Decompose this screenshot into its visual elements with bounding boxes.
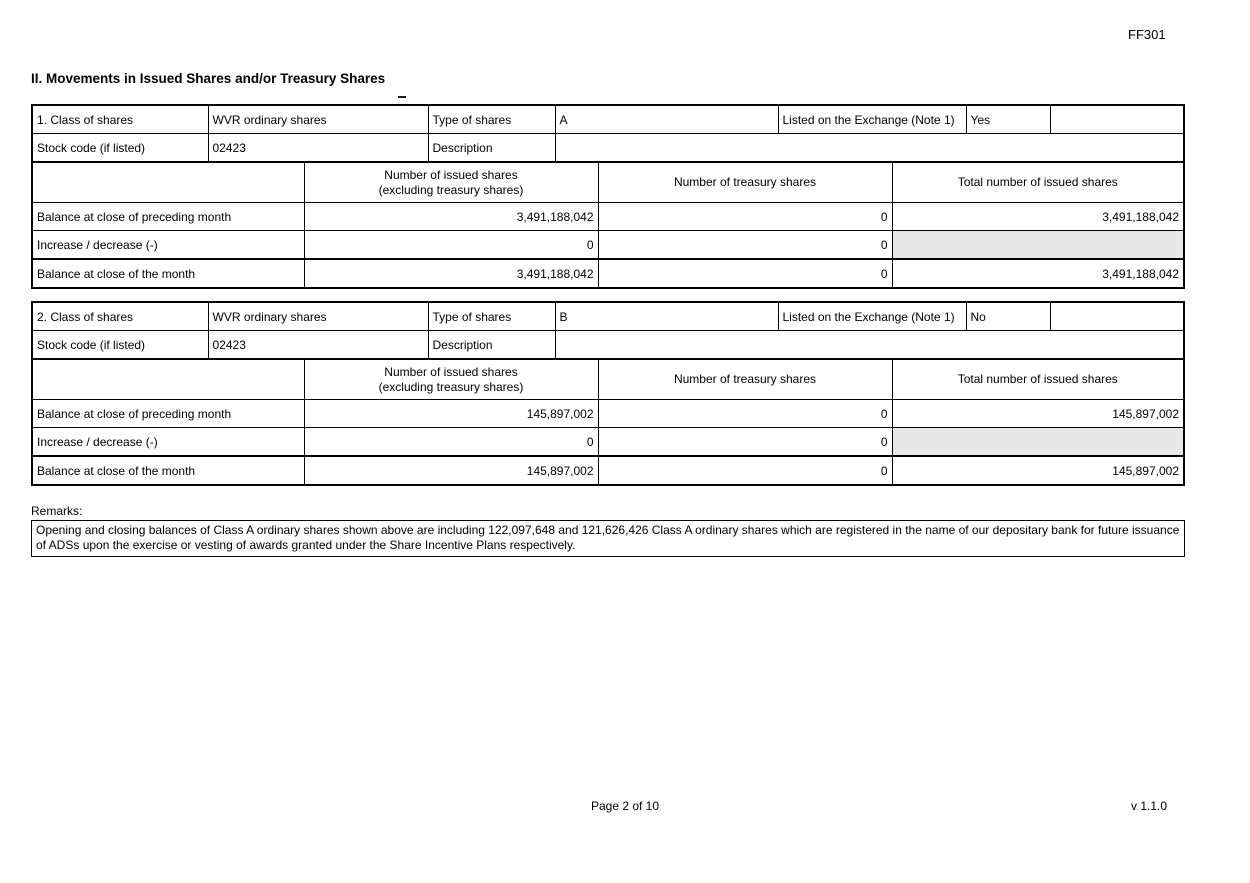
share-class-1-movements-grid (33, 161, 1183, 287)
total-shares-value: 145,897,002 (892, 456, 1183, 484)
version-label: v 1.1.0 (1131, 799, 1168, 813)
treasury-shares-value: 0 (598, 203, 892, 231)
class-of-shares-label: 2. Class of shares (33, 303, 208, 331)
stray-mark (398, 96, 406, 98)
description-value (555, 331, 1183, 359)
share-class-2-info-grid (33, 303, 1183, 358)
remarks-label: Remarks: (31, 504, 83, 518)
empty-corner-cell (33, 162, 304, 203)
remarks-text: Opening and closing balances of Class A ordinary shares shown above are including 122,097,648 and 121,626,426 Class A ordinary shares which are registered in the name of our depositary bank for future issuance of ADSs upon the exercise or vesting of awards granted under the Share Incentive Plans respectively. (36, 523, 1180, 552)
listed-on-exchange-value: No (966, 303, 1050, 331)
col-header-issued-line1: Number of issued shares (384, 364, 518, 379)
table-row (33, 303, 1183, 331)
col-header-total-issued-shares: Total number of issued shares (892, 162, 1183, 203)
stock-code-value: 02423 (208, 134, 428, 162)
table-header-row (33, 359, 1183, 400)
row-label: Increase / decrease (-) (33, 231, 304, 260)
class-of-shares-label: 1. Class of shares (33, 106, 208, 134)
form-code-label: FF301 (1128, 27, 1166, 42)
share-class-1-table (31, 104, 1185, 289)
col-header-issued-shares (304, 359, 598, 400)
table-row (33, 331, 1183, 359)
treasury-shares-value: 0 (598, 400, 892, 428)
issued-shares-value: 0 (304, 428, 598, 457)
total-shares-shaded-cell (892, 428, 1183, 457)
row-label: Balance at close of preceding month (33, 203, 304, 231)
remarks-box (31, 520, 1185, 557)
table-row (33, 134, 1183, 162)
stock-code-label: Stock code (if listed) (33, 331, 208, 359)
table-row (33, 456, 1183, 484)
table-header-row (33, 162, 1183, 203)
empty-cell (1050, 303, 1183, 331)
table-row (33, 428, 1183, 457)
issued-shares-value: 0 (304, 231, 598, 260)
class-of-shares-value: WVR ordinary shares (208, 303, 428, 331)
treasury-shares-value: 0 (598, 456, 892, 484)
type-of-shares-label: Type of shares (428, 106, 555, 134)
row-label: Balance at close of the month (33, 456, 304, 484)
type-of-shares-value: B (555, 303, 778, 331)
table-row (33, 400, 1183, 428)
table-row (33, 259, 1183, 287)
section-title: II. Movements in Issued Shares and/or Treasury Shares (31, 71, 386, 86)
row-label: Increase / decrease (-) (33, 428, 304, 457)
page-indicator: Page 2 of 10 (590, 799, 660, 813)
issued-shares-value: 145,897,002 (304, 456, 598, 484)
row-label: Balance at close of preceding month (33, 400, 304, 428)
col-header-total-issued-shares: Total number of issued shares (892, 359, 1183, 400)
total-shares-value: 145,897,002 (892, 400, 1183, 428)
treasury-shares-value: 0 (598, 231, 892, 260)
total-shares-value: 3,491,188,042 (892, 203, 1183, 231)
listed-on-exchange-value: Yes (966, 106, 1050, 134)
table-row (33, 106, 1183, 134)
issued-shares-value: 3,491,188,042 (304, 259, 598, 287)
table-row (33, 231, 1183, 260)
table-row (33, 203, 1183, 231)
treasury-shares-value: 0 (598, 428, 892, 457)
col-header-treasury-shares: Number of treasury shares (598, 162, 892, 203)
stock-code-value: 02423 (208, 331, 428, 359)
col-header-issued-line2: (excluding treasury shares) (378, 379, 524, 394)
class-of-shares-value: WVR ordinary shares (208, 106, 428, 134)
row-label: Balance at close of the month (33, 259, 304, 287)
empty-corner-cell (33, 359, 304, 400)
type-of-shares-label: Type of shares (428, 303, 555, 331)
description-value (555, 134, 1183, 162)
share-class-2-table (31, 301, 1185, 486)
stock-code-label: Stock code (if listed) (33, 134, 208, 162)
total-shares-shaded-cell (892, 231, 1183, 260)
description-label: Description (428, 331, 555, 359)
col-header-treasury-shares: Number of treasury shares (598, 359, 892, 400)
share-class-1-info-grid (33, 106, 1183, 161)
issued-shares-value: 145,897,002 (304, 400, 598, 428)
col-header-issued-line2: (excluding treasury shares) (378, 182, 524, 197)
listed-on-exchange-label: Listed on the Exchange (Note 1) (778, 303, 966, 331)
share-class-2-movements-grid (33, 358, 1183, 484)
issued-shares-value: 3,491,188,042 (304, 203, 598, 231)
col-header-issued-line1: Number of issued shares (384, 167, 518, 182)
listed-on-exchange-label: Listed on the Exchange (Note 1) (778, 106, 966, 134)
col-header-issued-shares (304, 162, 598, 203)
total-shares-value: 3,491,188,042 (892, 259, 1183, 287)
treasury-shares-value: 0 (598, 259, 892, 287)
type-of-shares-value: A (555, 106, 778, 134)
description-label: Description (428, 134, 555, 162)
empty-cell (1050, 106, 1183, 134)
